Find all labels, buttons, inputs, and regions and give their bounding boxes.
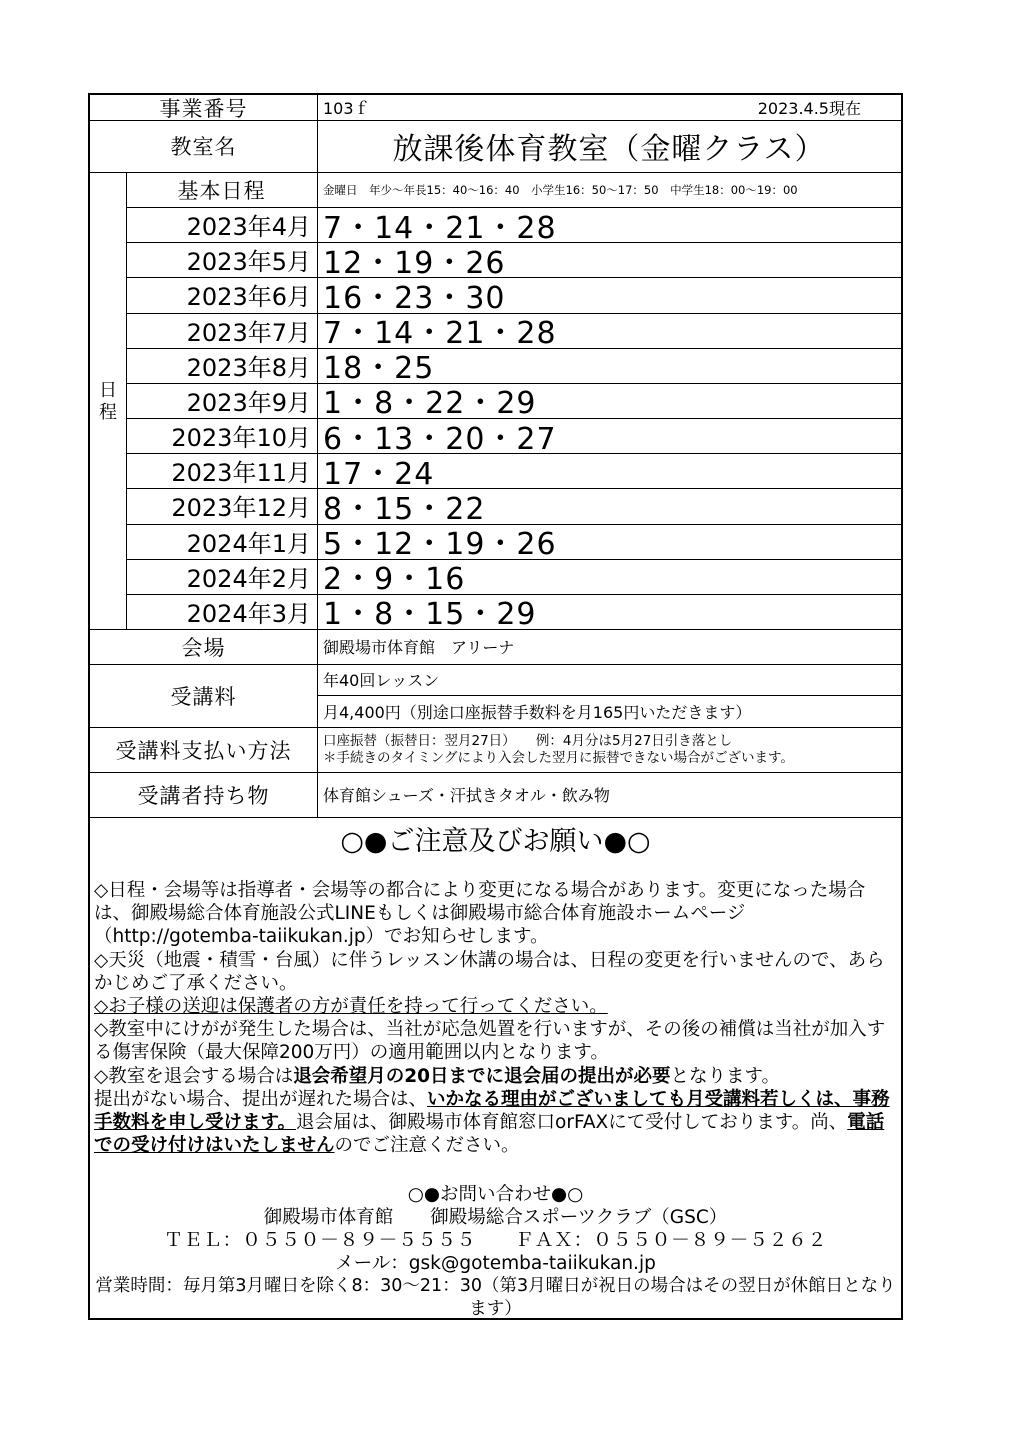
- month-dates: 8・15・22: [323, 491, 486, 524]
- items-label: 受講者持ち物: [137, 783, 270, 808]
- contact-org: 御殿場市体育館 御殿場総合スポーツクラブ（GSC）: [263, 1207, 728, 1228]
- month-label: 2023年11月: [171, 459, 311, 488]
- month-label: 2024年1月: [186, 529, 311, 558]
- class-name: 放課後体育教室（金曜クラス）: [392, 132, 826, 167]
- document-sheet: [88, 93, 903, 1320]
- notice-text: ◇教室を退会する場合は: [94, 1065, 294, 1087]
- contact-block: [90, 1183, 901, 1321]
- month-dates: 17・24: [323, 456, 435, 489]
- notice-paragraph-1: ◇日程・会場等は指導者・会場等の都合により変更になる場合があります。変更になった場合は、御殿場総合体育施設公式LINEもしくは御殿場市総合体育施設ホームページ（http://gotemba-taiikukan.jp）でお知らせします。: [94, 880, 866, 948]
- month-label: 2023年8月: [186, 353, 311, 382]
- items-value: 体育館シューズ・汗拭きタオル・飲み物: [323, 786, 610, 805]
- venue-value: 御殿場市体育館 アリーナ: [323, 638, 515, 657]
- month-dates: 16・23・30: [323, 280, 506, 313]
- month-label: 2024年3月: [186, 599, 311, 628]
- notice-paragraph-3: ◇お子様の送迎は保護者の方が責任を持って行ってください。: [94, 996, 608, 1018]
- basic-schedule-value: 金曜日 年少～年長15：40～16：40 小学生16：50～17：50 中学生18：00～19：00: [323, 182, 798, 197]
- business-no-value: 103ｆ: [323, 99, 370, 118]
- business-no-label: 事業番号: [159, 96, 248, 120]
- month-label: 2023年12月: [171, 494, 311, 523]
- month-dates: 7・14・21・28: [323, 316, 557, 348]
- month-dates: 18・25: [323, 351, 435, 383]
- month-label: 2023年9月: [186, 388, 311, 417]
- month-label: 2023年5月: [186, 248, 311, 277]
- notice-title: ○●ご注意及びお願い●○: [340, 825, 651, 857]
- notice-paragraph-5: [94, 1065, 900, 1088]
- basic-schedule-label: 基本日程: [177, 178, 266, 203]
- month-label: 2024年2月: [186, 564, 311, 593]
- contact-tel-fax: ＴＥＬ：０５５０－８９－５５５５ ＦＡＸ：０５５０－８９－５２６２: [163, 1229, 827, 1251]
- month-dates: 1・8・22・29: [323, 386, 537, 418]
- month-label: 2023年10月: [171, 424, 311, 453]
- notice-emphasis: 電話での受け付けはいたしません: [94, 1112, 885, 1157]
- notice-text: 提出がない場合、提出が遅れた場合は、: [94, 1088, 428, 1110]
- month-dates: 6・13・20・27: [323, 421, 557, 454]
- fee-line-2: 月4,400円（別途口座振替手数料を月165円いただきます）: [323, 702, 752, 722]
- fee-label: 受講料: [170, 684, 237, 709]
- month-dates: 1・8・15・29: [323, 597, 537, 630]
- payment-label: 受講料支払い方法: [115, 738, 292, 763]
- payment-line-1: 口座振替（振替日：翌月27日） 例：4月分は5月27日引き落とし: [323, 732, 733, 749]
- month-dates: 2・9・16: [323, 562, 466, 594]
- month-dates: 12・19・26: [323, 245, 506, 278]
- contact-title: ○●お問い合わせ●○: [407, 1184, 584, 1205]
- venue-label: 会場: [181, 635, 226, 660]
- contact-hours: 営業時間：毎月第3月曜日を除く8：30～21：30（第3月曜日が祝日の場合はその翌日が休館日となります）: [95, 1276, 896, 1319]
- schedule-side-label: [93, 380, 123, 424]
- month-dates: 5・12・19・26: [323, 527, 557, 559]
- notice-emphasis: 退会希望月の20日までに退会届の提出が必要: [293, 1065, 671, 1087]
- fee-line-1: 年40回レッスン: [323, 671, 440, 690]
- notice-paragraph-4: ◇教室中にけがが発生した場合は、当社が応急処置を行いますが、その後の補償は当社が加入する傷害保険（最大保障200万円）の適用範囲以内となります。: [94, 1019, 886, 1064]
- schedule-side-label-char: 日: [99, 380, 117, 401]
- notice-text: 退会届は、御殿場市体育館窓口orFAXにて受付しております。尚、: [296, 1112, 848, 1134]
- notice-text: のでご注意ください。: [334, 1135, 520, 1157]
- notice-paragraph-6: [94, 1088, 900, 1158]
- notice-emphasis: いかなる理由がございましても月受講料若しくは、事務手数料を申し受けます。: [94, 1088, 890, 1134]
- as-of-date: 2023.4.5現在: [757, 99, 861, 118]
- notice-paragraph-2: ◇天災（地震・積雪・台風）に伴うレッスン休講の場合は、日程の変更を行いませんので、あらかじめご了承ください。: [94, 949, 885, 994]
- class-name-label: 教室名: [170, 135, 237, 159]
- month-dates: 7・14・21・28: [323, 210, 557, 243]
- month-label: 2023年7月: [186, 318, 311, 347]
- month-label: 2023年4月: [186, 213, 311, 242]
- month-label: 2023年6月: [186, 283, 311, 312]
- notice-body: [94, 879, 900, 1157]
- payment-line-2: ＊手続きのタイミングにより入会した翌月に振替できない場合がございます。: [323, 749, 794, 766]
- schedule-side-label-char: 程: [99, 402, 117, 423]
- notice-text: となります。: [670, 1065, 781, 1087]
- payment-value: [317, 727, 901, 772]
- row-divider: [90, 817, 901, 818]
- contact-mail: メール：gsk@gotemba-taiikukan.jp: [335, 1253, 656, 1274]
